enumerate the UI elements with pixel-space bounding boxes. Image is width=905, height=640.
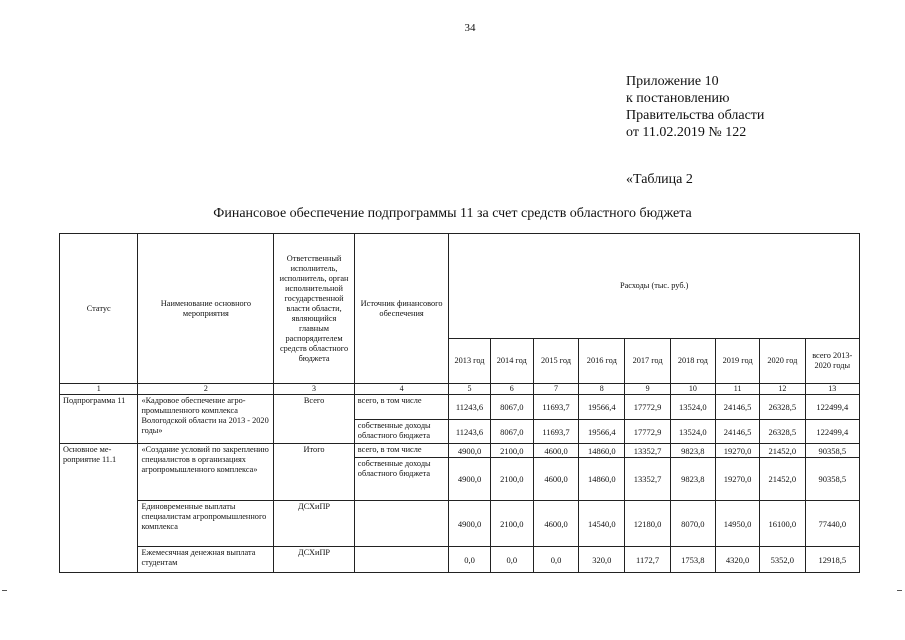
value-cell: 0,0 xyxy=(449,547,490,573)
page-number: 34 xyxy=(464,22,476,34)
value-cell: 9823,8 xyxy=(670,444,715,458)
value-cell: 2100,0 xyxy=(490,501,533,547)
value-cell: 8067,0 xyxy=(490,420,533,444)
row-name: «Создание условий по закреплению специалистов в организациях агропромышленного комплекса» xyxy=(138,444,274,501)
row-source: всего, в том числе xyxy=(354,444,449,458)
row-name: Единовременные выплаты специалистам агропромышленного комплекса xyxy=(138,501,274,547)
value-cell: 14540,0 xyxy=(579,501,625,547)
row-status: Основное мероприятие 11.1 xyxy=(60,444,138,573)
row-executor: Всего xyxy=(274,395,354,444)
scan-edge-mark-left xyxy=(2,590,7,591)
col-index: 3 xyxy=(274,384,354,395)
header-executor: Ответственный исполнитель, исполнитель, орган исполнительной государственной власти области, являющийся главным распорядителем средств областного бюджета xyxy=(274,234,354,384)
value-cell: 13524,0 xyxy=(670,395,715,420)
value-cell: 122499,4 xyxy=(805,420,860,444)
year-2020: 2020 год xyxy=(760,339,805,384)
value-cell: 8070,0 xyxy=(670,501,715,547)
value-cell: 13352,7 xyxy=(625,444,670,458)
appendix-block xyxy=(626,73,764,141)
value-cell: 19270,0 xyxy=(715,444,759,458)
header-expenses: Расходы (тыс. руб.) xyxy=(449,234,860,339)
col-index: 1 xyxy=(60,384,138,395)
value-cell: 14860,0 xyxy=(579,444,625,458)
col-index: 12 xyxy=(760,384,805,395)
value-cell: 4600,0 xyxy=(533,458,578,501)
value-cell: 4600,0 xyxy=(533,501,578,547)
value-cell: 26328,5 xyxy=(760,420,805,444)
table-row xyxy=(60,501,860,547)
value-cell: 320,0 xyxy=(579,547,625,573)
value-cell: 14950,0 xyxy=(715,501,759,547)
value-cell: 19270,0 xyxy=(715,458,759,501)
table-row xyxy=(60,547,860,573)
col-index: 6 xyxy=(490,384,533,395)
value-cell: 122499,4 xyxy=(805,395,860,420)
column-index-row xyxy=(60,384,860,395)
year-2019: 2019 год xyxy=(715,339,759,384)
value-cell: 11693,7 xyxy=(533,395,578,420)
row-status: Подпрограмма 11 xyxy=(60,395,138,444)
col-index: 5 xyxy=(449,384,490,395)
value-cell: 4900,0 xyxy=(449,444,490,458)
table-row xyxy=(60,444,860,458)
value-cell: 21452,0 xyxy=(760,458,805,501)
value-cell: 2100,0 xyxy=(490,458,533,501)
value-cell: 13524,0 xyxy=(670,420,715,444)
col-index: 7 xyxy=(533,384,578,395)
value-cell: 19566,4 xyxy=(579,395,625,420)
value-cell: 5352,0 xyxy=(760,547,805,573)
value-cell: 21452,0 xyxy=(760,444,805,458)
row-source-empty xyxy=(354,501,449,547)
year-2016: 2016 год xyxy=(579,339,625,384)
col-index: 2 xyxy=(138,384,274,395)
row-name: Ежемесячная денежная выплата студентам xyxy=(138,547,274,573)
row-executor: Итого xyxy=(274,444,354,501)
value-cell: 12918,5 xyxy=(805,547,860,573)
appendix-line-2: к постановлению xyxy=(626,91,730,106)
scan-edge-mark-right xyxy=(897,590,902,591)
value-cell: 77440,0 xyxy=(805,501,860,547)
value-cell: 0,0 xyxy=(533,547,578,573)
col-index: 9 xyxy=(625,384,670,395)
col-index: 11 xyxy=(715,384,759,395)
table-reference: «Таблица 2 xyxy=(626,172,693,187)
value-cell: 8067,0 xyxy=(490,395,533,420)
header-name: Наименование основного мероприятия xyxy=(138,234,274,384)
col-index: 4 xyxy=(354,384,449,395)
header-status: Статус xyxy=(60,234,138,384)
value-cell: 90358,5 xyxy=(805,444,860,458)
value-cell: 4320,0 xyxy=(715,547,759,573)
year-total: всего 2013-2020 годы xyxy=(805,339,860,384)
value-cell: 2100,0 xyxy=(490,444,533,458)
value-cell: 4900,0 xyxy=(449,458,490,501)
value-cell: 4900,0 xyxy=(449,501,490,547)
value-cell: 24146,5 xyxy=(715,395,759,420)
value-cell: 26328,5 xyxy=(760,395,805,420)
value-cell: 9823,8 xyxy=(670,458,715,501)
year-2018: 2018 год xyxy=(670,339,715,384)
value-cell: 24146,5 xyxy=(715,420,759,444)
row-source: собственные доходы областного бюджета xyxy=(354,420,449,444)
value-cell: 11243,6 xyxy=(449,395,490,420)
year-2014: 2014 год xyxy=(490,339,533,384)
value-cell: 16100,0 xyxy=(760,501,805,547)
table-row xyxy=(60,395,860,420)
value-cell: 13352,7 xyxy=(625,458,670,501)
value-cell: 4600,0 xyxy=(533,444,578,458)
header-source: Источник финансового обеспечения xyxy=(354,234,449,384)
appendix-line-1: Приложение 10 xyxy=(626,74,719,89)
appendix-line-3: Правительства области xyxy=(626,108,765,123)
value-cell: 11693,7 xyxy=(533,420,578,444)
year-2017: 2017 год xyxy=(625,339,670,384)
value-cell: 17772,9 xyxy=(625,420,670,444)
value-cell: 90358,5 xyxy=(805,458,860,501)
value-cell: 14860,0 xyxy=(579,458,625,501)
col-index: 13 xyxy=(805,384,860,395)
header-row xyxy=(60,234,860,339)
row-executor: ДСХиПР xyxy=(274,547,354,573)
row-executor: ДСХиПР xyxy=(274,501,354,547)
row-source: собственные доходы областного бюджета xyxy=(354,458,449,501)
value-cell: 1753,8 xyxy=(670,547,715,573)
value-cell: 17772,9 xyxy=(625,395,670,420)
value-cell: 12180,0 xyxy=(625,501,670,547)
col-index: 10 xyxy=(670,384,715,395)
row-name: «Кадровое обеспечение агропромышленного комплекса Вологодской области на 2013 - 2020 годы» xyxy=(138,395,274,444)
appendix-line-4: от 11.02.2019 № 122 xyxy=(626,125,747,140)
year-2015: 2015 год xyxy=(533,339,578,384)
value-cell: 19566,4 xyxy=(579,420,625,444)
document-title: Финансовое обеспечение подпрограммы 11 за счет средств областного бюджета xyxy=(213,206,692,221)
row-source-empty xyxy=(354,547,449,573)
col-index: 8 xyxy=(579,384,625,395)
value-cell: 0,0 xyxy=(490,547,533,573)
value-cell: 11243,6 xyxy=(449,420,490,444)
value-cell: 1172,7 xyxy=(625,547,670,573)
financing-table xyxy=(59,233,860,573)
row-source: всего, в том числе xyxy=(354,395,449,420)
year-2013: 2013 год xyxy=(449,339,490,384)
